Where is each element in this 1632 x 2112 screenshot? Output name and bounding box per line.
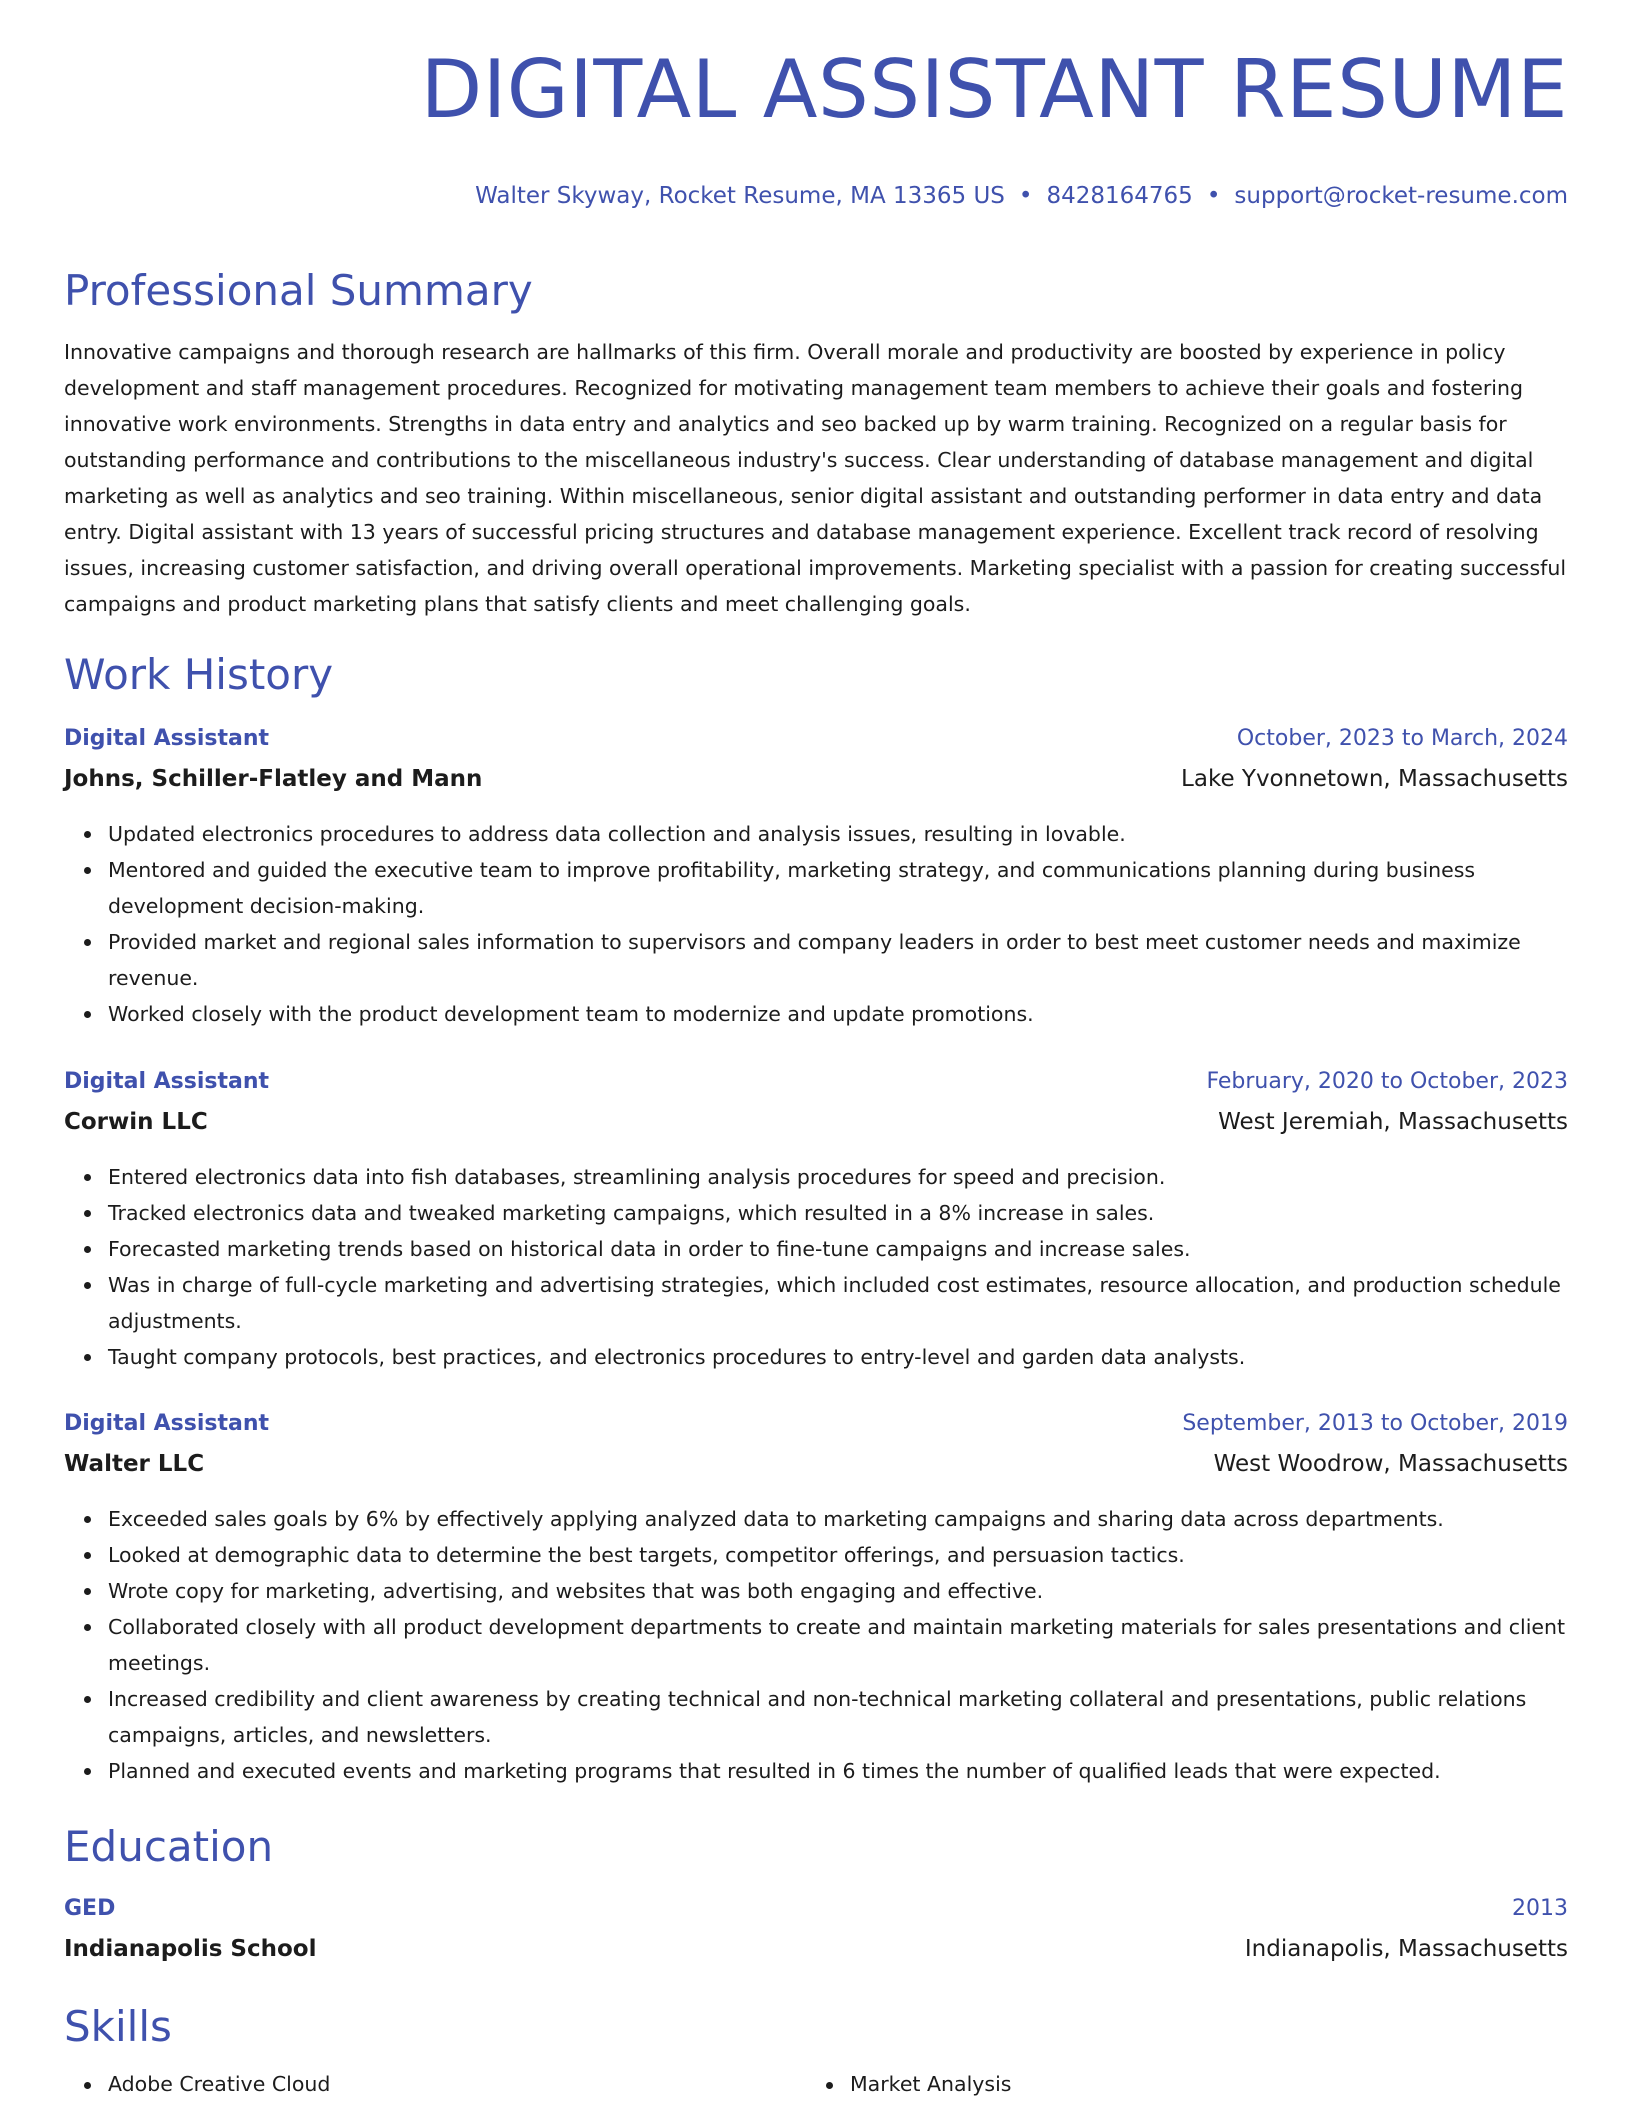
job-dates: September, 2013 to October, 2019	[1182, 1411, 1568, 1436]
job-role: Digital Assistant	[64, 1411, 270, 1436]
job-bullet: Updated electronics procedures to address data collection and analysis issues, resulting in lovable.	[108, 816, 1568, 852]
job-bullet: Forecasted marketing trends based on historical data in order to fine-tune campaigns and increase sales.	[108, 1231, 1568, 1267]
job-role-row	[64, 726, 1568, 766]
job-location: West Jeremiah, Massachusetts	[1218, 1109, 1568, 1135]
contact-address: Walter Skyway, Rocket Resume, MA 13365 US	[475, 183, 1005, 209]
contact-separator: •	[1018, 183, 1033, 209]
summary-heading: Professional Summary	[64, 266, 533, 315]
job-bullet: Collaborated closely with all product development departments to create and maintain marketing materials for sales presentations and client meetings.	[108, 1609, 1568, 1681]
job-entry	[64, 1069, 1568, 1375]
contact-line	[475, 183, 1568, 209]
contact-email: support@rocket-resume.com	[1234, 183, 1568, 209]
job-bullet: Taught company protocols, best practices, and electronics procedures to entry-level and garden data analysts.	[108, 1339, 1568, 1375]
job-bullet: Entered electronics data into fish databases, streamlining analysis procedures for speed and precision.	[108, 1159, 1568, 1195]
work-history-heading: Work History	[64, 650, 334, 699]
job-dates: October, 2023 to March, 2024	[1236, 726, 1568, 751]
education-degree: GED	[64, 1896, 116, 1921]
job-bullet: Mentored and guided the executive team to improve profitability, marketing strategy, and communications planning during business development decision-making.	[108, 852, 1568, 924]
contact-separator: •	[1206, 183, 1221, 209]
job-bullet: Worked closely with the product development team to modernize and update promotions.	[108, 996, 1568, 1032]
job-bullets	[64, 816, 1568, 1032]
job-bullet: Tracked electronics data and tweaked marketing campaigns, which resulted in a 8% increase in sales.	[108, 1195, 1568, 1231]
job-entry	[64, 1411, 1568, 1789]
skills-heading: Skills	[64, 2002, 172, 2051]
job-bullets	[64, 1159, 1568, 1375]
job-company-row	[64, 766, 1568, 806]
contact-phone: 8428164765	[1046, 183, 1193, 209]
skill-item: Market Analysis	[850, 2072, 1012, 2096]
resume-title: DIGITAL ASSISTANT RESUME	[420, 43, 1568, 136]
job-location: Lake Yvonnetown, Massachusetts	[1181, 766, 1568, 792]
education-heading: Education	[64, 1822, 274, 1871]
education-school-row	[64, 1936, 1568, 1976]
summary-text: Innovative campaigns and thorough research are hallmarks of this firm. Overall morale and productivity are boosted by experience in policy development and staff management procedures. Recognized for motivating management team members to achieve their goals and fostering innovative work environments. Strengths in data entry and analytics and seo backed up by warm training. Recognized on a regular basis for outstanding performance and contributions to the miscellaneous industry's success. Clear understanding of database management and digital marketing as well as analytics and seo training. Within miscellaneous, senior digital assistant and outstanding performer in data entry and data entry. Digital assistant with 13 years of successful pricing structures and database management experience. Excellent track record of resolving issues, increasing customer satisfaction, and driving overall operational improvements. Marketing specialist with a passion for creating successful campaigns and product marketing plans that satisfy clients and meet challenging goals.	[64, 340, 1567, 616]
job-entry	[64, 726, 1568, 1032]
education-entry	[64, 1896, 1568, 1976]
job-company: Corwin LLC	[64, 1109, 208, 1135]
job-bullet: Looked at demographic data to determine the best targets, competitor offerings, and persuasion tactics.	[108, 1537, 1568, 1573]
education-year: 2013	[1512, 1896, 1568, 1921]
education-school: Indianapolis School	[64, 1936, 317, 1962]
job-bullets	[64, 1501, 1568, 1789]
job-company-row	[64, 1451, 1568, 1491]
job-company: Walter LLC	[64, 1451, 205, 1477]
education-location: Indianapolis, Massachusetts	[1244, 1936, 1568, 1962]
skill-item: Adobe Creative Cloud	[108, 2072, 331, 2096]
job-company-row	[64, 1109, 1568, 1149]
job-bullet: Increased credibility and client awareness by creating technical and non-technical marketing collateral and presentations, public relations campaigns, articles, and newsletters.	[108, 1681, 1568, 1753]
job-role-row	[64, 1411, 1568, 1451]
job-role: Digital Assistant	[64, 726, 270, 751]
job-bullet: Wrote copy for marketing, advertising, and websites that was both engaging and effective.	[108, 1573, 1568, 1609]
job-role-row	[64, 1069, 1568, 1109]
education-degree-row	[64, 1896, 1568, 1936]
job-bullet: Exceeded sales goals by 6% by effectively applying analyzed data to marketing campaigns and sharing data across departments.	[108, 1501, 1568, 1537]
job-bullet: Provided market and regional sales information to supervisors and company leaders in order to best meet customer needs and maximize revenue.	[108, 924, 1568, 996]
job-location: West Woodrow, Massachusetts	[1213, 1451, 1568, 1477]
job-bullet: Was in charge of full-cycle marketing and advertising strategies, which included cost estimates, resource allocation, and production schedule adjustments.	[108, 1267, 1568, 1339]
job-bullet: Planned and executed events and marketing programs that resulted in 6 times the number of qualified leads that were expected.	[108, 1753, 1568, 1789]
job-role: Digital Assistant	[64, 1069, 270, 1094]
job-dates: February, 2020 to October, 2023	[1206, 1069, 1568, 1094]
job-company: Johns, Schiller-Flatley and Mann	[64, 766, 483, 792]
